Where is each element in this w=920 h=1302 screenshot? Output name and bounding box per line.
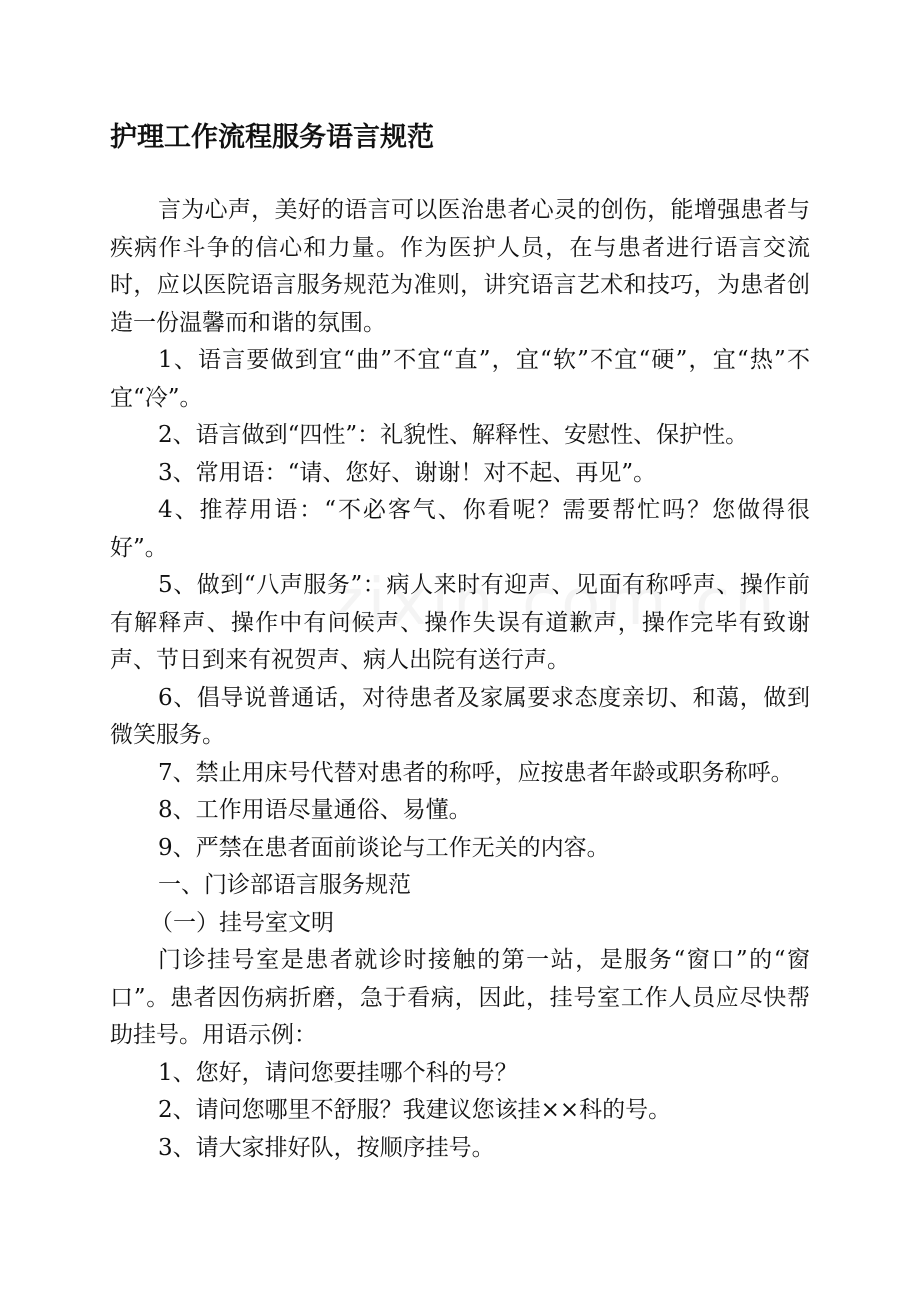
paragraph-item-7: 7、禁止用床号代替对患者的称呼，应按患者年龄或职务称呼。 (158, 759, 794, 786)
example-item-1: 1、您好，请问您要挂哪个科的号？ (158, 1059, 518, 1086)
paragraph-item-8: 8、工作用语尽量通俗、易懂。 (158, 797, 472, 823)
paragraph-registration-intro: 门诊挂号室是患者就诊时接触的第一站，是服务“窗口”的“窗口”。患者因伤病折磨，急于看病，因此，挂号室工作人员应尽快帮助挂号。用语示例： (110, 947, 810, 1048)
paragraph-item-6: 6、倡导说普通话，对待患者及家属要求态度亲切、和蔼，做到微笑服务。 (110, 684, 810, 748)
section-heading-outpatient: 一、门诊部语言服务规范 (158, 872, 411, 898)
paragraph-item-5: 5、做到“八声服务”：病人来时有迎声、见面有称呼声、操作前有解释声、操作中有问候声、操作失误有道歉声，操作完毕有致谢声、节日到来有祝贺声、病人出院有送行声。 (110, 572, 810, 673)
paragraph-item-3: 3、常用语：“请、您好、谢谢！对不起、再见”。 (158, 459, 657, 486)
paragraph-item-2: 2、语言做到“四性”：礼貌性、解释性、安慰性、保护性。 (158, 422, 749, 448)
example-item-3: 3、请大家排好队，按顺序挂号。 (158, 1134, 495, 1161)
paragraph-item-4: 4、推荐用语：“不必客气、你看呢？需要帮忙吗？您做得很好”。 (110, 497, 810, 561)
paragraph-item-9: 9、严禁在患者面前谈论与工作无关的内容。 (158, 834, 610, 861)
example-item-2: 2、请问您哪里不舒服？我建议您该挂××科的号。 (158, 1097, 672, 1123)
paragraph-item-1: 1、语言要做到宜“曲”不宜“直”，宜“软”不宜“硬”，宜“热”不宜“冷”。 (110, 347, 810, 411)
paragraph-intro: 言为心声，美好的语言可以医治患者心灵的创伤，能增强患者与疾病作斗争的信心和力量。作为医护人员，在与患者进行语言交流时，应以医院语言服务规范为准则，讲究语言艺术和技巧，为患者创造一份温馨而和谐的氛围。 (110, 197, 810, 336)
subsection-heading-registration: （一）挂号室文明 (150, 909, 334, 936)
document-title: 护理工作流程服务语言规范 (110, 122, 434, 153)
